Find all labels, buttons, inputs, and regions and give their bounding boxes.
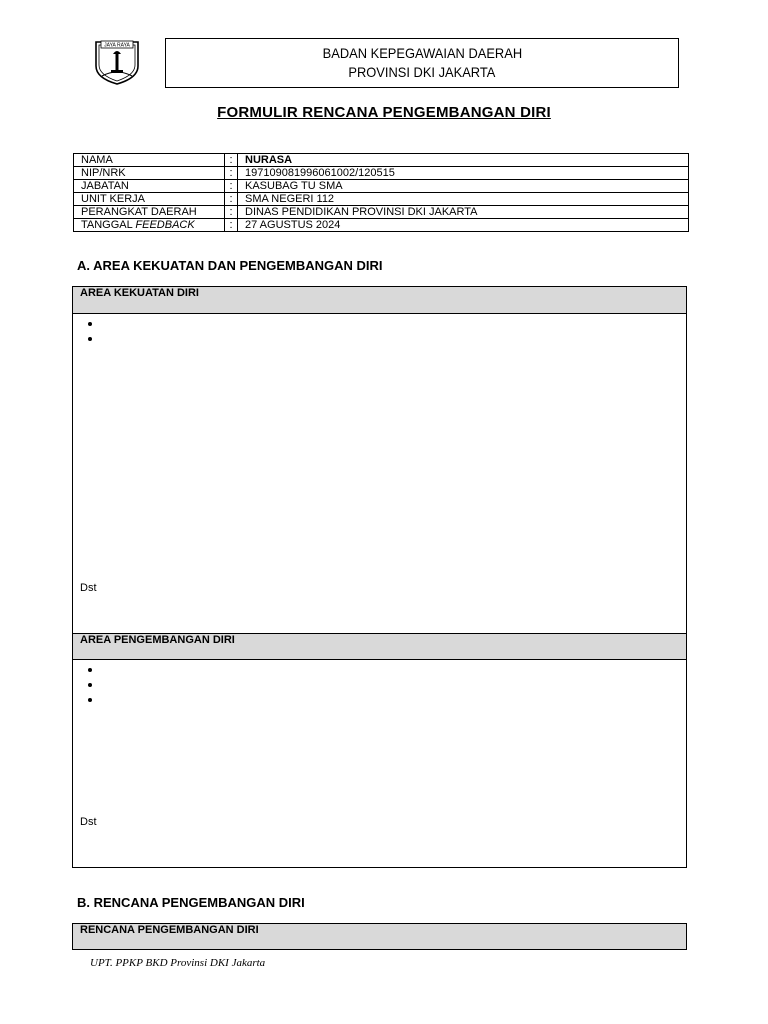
form-title: FORMULIR RENCANA PENGEMBANGAN DIRI — [217, 104, 551, 121]
list-item — [73, 693, 686, 708]
logo-text: JAYA RAYA — [104, 42, 130, 49]
strengths-bullet-list — [73, 317, 686, 347]
identity-value-position: KASUBAG TU SMA — [238, 180, 689, 193]
identity-value-nip: 197109081996061002/120515 — [238, 167, 689, 180]
section-a-box — [72, 286, 687, 868]
identity-label: NAMA — [74, 154, 225, 167]
identity-separator: : — [225, 167, 238, 180]
identity-value-unit: SMA NEGERI 112 — [238, 193, 689, 206]
identity-label-prefix: TANGGAL — [81, 219, 136, 231]
list-item — [73, 663, 686, 678]
table-row — [74, 193, 689, 206]
section-b-heading: B. RENCANA PENGEMBANGAN DIRI — [77, 895, 305, 910]
development-header: AREA PENGEMBANGAN DIRI — [73, 633, 686, 660]
identity-table — [73, 153, 689, 232]
identity-label — [74, 219, 225, 232]
institution-province: PROVINSI DKI JAKARTA — [348, 64, 496, 80]
page-footer: UPT. PPKP BKD Provinsi DKI Jakarta — [90, 957, 266, 969]
identity-label: UNIT KERJA — [74, 193, 225, 206]
identity-separator: : — [225, 154, 238, 167]
identity-separator: : — [225, 180, 238, 193]
development-bullet-list — [73, 663, 686, 708]
dki-jakarta-logo — [92, 38, 142, 86]
plan-header: RENCANA PENGEMBANGAN DIRI — [73, 924, 686, 949]
list-item — [73, 317, 686, 332]
identity-value-department: DINAS PENDIDIKAN PROVINSI DKI JAKARTA — [238, 206, 689, 219]
list-item — [73, 332, 686, 347]
table-row — [74, 180, 689, 193]
section-a-heading: A. AREA KEKUATAN DAN PENGEMBANGAN DIRI — [77, 258, 383, 273]
table-row — [74, 206, 689, 219]
identity-label: NIP/NRK — [74, 167, 225, 180]
identity-label: JABATAN — [74, 180, 225, 193]
identity-separator: : — [225, 206, 238, 219]
institution-name: BADAN KEPEGAWAIAN DAERAH — [322, 45, 522, 61]
table-row — [74, 154, 689, 167]
identity-value-date: 27 AGUSTUS 2024 — [238, 219, 689, 232]
strengths-dst: Dst — [80, 582, 97, 594]
table-row — [74, 167, 689, 180]
development-dst: Dst — [80, 816, 97, 828]
section-b-box — [72, 923, 687, 950]
identity-separator: : — [225, 193, 238, 206]
identity-value-name: NURASA — [238, 154, 689, 167]
table-row — [74, 219, 689, 232]
identity-label-italic: FEEDBACK — [135, 219, 195, 231]
strengths-header: AREA KEKUATAN DIRI — [73, 287, 686, 314]
identity-separator: : — [225, 219, 238, 232]
identity-label: PERANGKAT DAERAH — [74, 206, 225, 219]
institution-header-box — [165, 38, 679, 88]
list-item — [73, 678, 686, 693]
